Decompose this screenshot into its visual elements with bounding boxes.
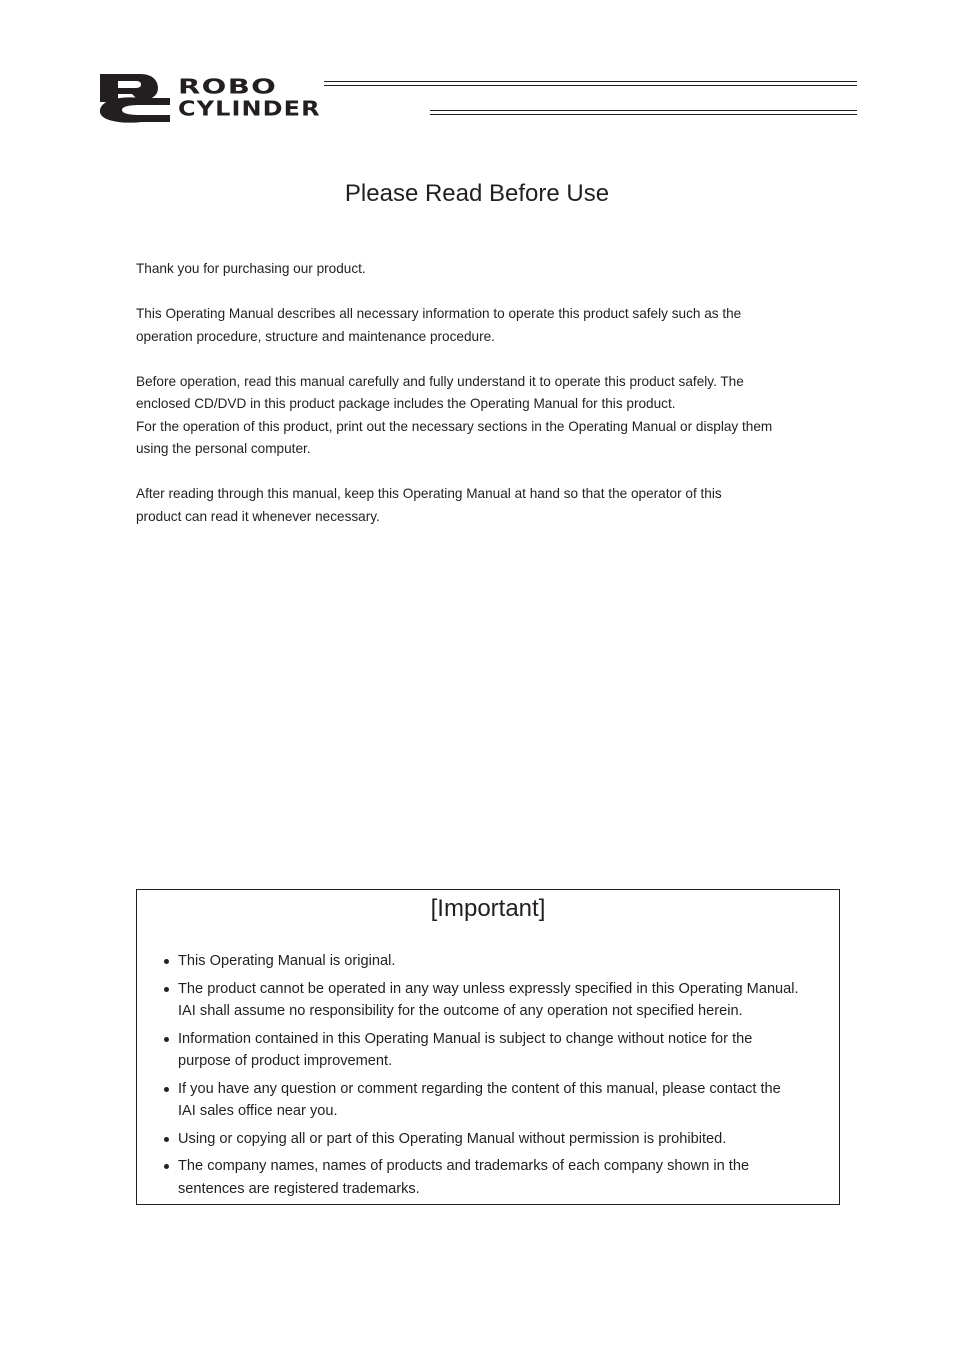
list-item-line: Using or copying all or part of this Operating Manual without permission is prohibited. (178, 1130, 727, 1147)
bullet-icon (164, 1087, 169, 1092)
logo-text-cylinder: CYLINDER (178, 98, 321, 121)
bullet-icon (164, 1164, 169, 1169)
intro-line: For the operation of this product, print out the necessary sections in the Operating Manual or display them (136, 418, 773, 434)
bullet-icon (164, 987, 169, 992)
list-item (159, 1155, 819, 1200)
intro-paragraph (136, 258, 826, 281)
list-item (159, 950, 819, 973)
header-rule-bottom (430, 110, 857, 115)
intro-line: enclosed CD/DVD in this product package includes the Operating Manual for this product. (136, 396, 676, 411)
list-item-line: IAI shall assume no responsibility for the outcome of any operation not specified herein. (178, 1003, 743, 1019)
important-list (159, 950, 819, 1205)
important-notice-box (136, 889, 840, 1205)
list-item-line: This Operating Manual is original. (178, 953, 396, 969)
list-item-line: If you have any question or comment regarding the content of this manual, please contact the (178, 1080, 781, 1097)
logo-text-robo: ROBO (178, 76, 278, 99)
list-item-line: The product cannot be operated in any way unless expressly specified in this Operating Manual. (178, 980, 799, 997)
intro-line: After reading through this manual, keep this Operating Manual at hand so that the operator of this (136, 486, 722, 501)
bullet-icon (164, 1137, 169, 1142)
intro-line: This Operating Manual describes all necessary information to operate this product safely such as the (136, 306, 742, 321)
intro-paragraph (136, 303, 826, 348)
page-title: Please Read Before Use (344, 180, 610, 207)
list-item-line: purpose of product improvement. (178, 1053, 393, 1069)
robo-cylinder-logo-icon (96, 72, 172, 124)
bullet-icon (164, 1037, 169, 1042)
list-item (159, 1078, 819, 1123)
header-rule-top (324, 81, 857, 86)
list-item-line: sentences are registered trademarks. (178, 1180, 420, 1197)
intro-line: product can read it whenever necessary. (136, 508, 380, 524)
list-item (159, 978, 819, 1023)
intro-line: Before operation, read this manual carefully and fully understand it to operate this product safely. The (136, 373, 744, 389)
intro-paragraph (136, 371, 826, 461)
intro-text (136, 258, 826, 551)
important-title: [Important] (430, 895, 546, 922)
list-item-line: The company names, names of products and trademarks of each company shown in the (178, 1158, 750, 1174)
bullet-icon (164, 959, 169, 964)
list-item-line: IAI sales office near you. (178, 1103, 338, 1119)
intro-paragraph (136, 483, 826, 528)
intro-line: Thank you for purchasing our product. (136, 261, 366, 276)
intro-line: operation procedure, structure and maintenance procedure. (136, 328, 495, 344)
intro-line: using the personal computer. (136, 441, 311, 456)
list-item (159, 1028, 819, 1073)
list-item (159, 1128, 819, 1151)
list-item-line: Information contained in this Operating Manual is subject to change without notice for the (178, 1030, 753, 1047)
